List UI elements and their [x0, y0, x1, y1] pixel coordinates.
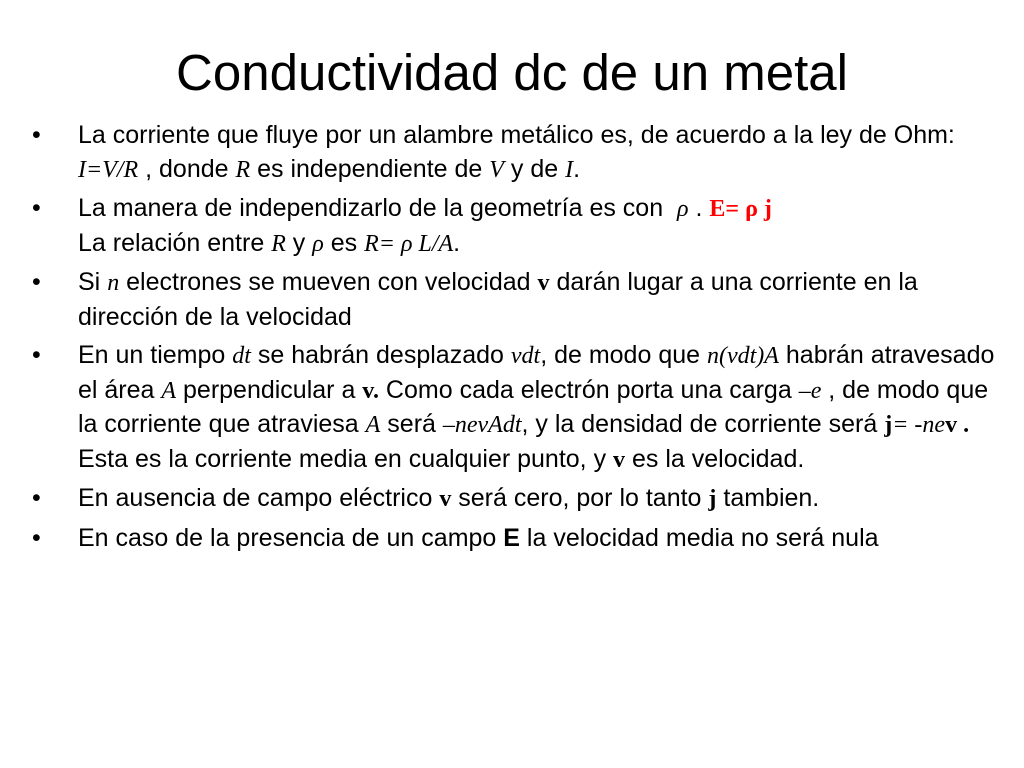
bullet-text: darán lugar a una corriente en la dirección de la velocidad: [78, 268, 918, 331]
bullet-text: , donde: [138, 154, 236, 183]
bullet-text: , de modo que la corriente que atraviesa: [78, 375, 989, 438]
bullet-text: En un tiempo: [78, 341, 233, 369]
symbol-r: R: [235, 156, 251, 183]
bullet-text: La corriente que fluye por un alambre metálico es, de acuerdo a la ley de Ohm:: [78, 121, 955, 149]
bullet-text: Si: [78, 268, 108, 296]
symbol-vdt: vdt: [510, 343, 541, 369]
bullet-text: habrán atravesado el área: [78, 341, 995, 404]
symbol-a: A: [365, 412, 381, 438]
symbol-v-vector: v: [537, 270, 550, 296]
bullet-marker: •: [32, 523, 41, 552]
bullet-marker: •: [32, 121, 41, 149]
slide-title: Conductividad dc de un metal: [176, 44, 848, 101]
bullet-electrons: [28, 266, 1003, 334]
bullet-text: se habrán desplazado: [250, 341, 511, 369]
symbol-i: I: [565, 156, 574, 183]
formula-field-current: E= ρ j: [709, 196, 772, 222]
bullet-text: Esta es la corriente media en cualquier punto, y: [78, 444, 614, 473]
formula-nvdta: n(vdt)A: [706, 343, 779, 369]
symbol-rho: ρ: [312, 230, 324, 257]
symbol-rho: ρ: [677, 196, 689, 222]
symbol-charge: –e: [798, 377, 822, 404]
symbol-v-vector: v .: [945, 412, 970, 438]
bullet-text: perpendicular a: [176, 375, 363, 404]
symbol-dt: dt: [232, 343, 251, 369]
bullet-marker: •: [32, 268, 41, 296]
bullet-text: La relación entre: [78, 228, 272, 257]
bullet-text: La manera de independizarlo de la geometría es con: [78, 194, 671, 222]
bullet-text: y de: [503, 154, 566, 183]
bullet-marker: •: [32, 194, 41, 222]
bullet-text: En caso de la presencia de un campo: [78, 523, 504, 552]
bullet-text: .: [573, 154, 581, 183]
bullet-text: En ausencia de campo eléctrico: [78, 484, 440, 512]
bullet-text: electrones se mueven con velocidad: [119, 268, 538, 296]
bullet-no-field: [28, 482, 1003, 517]
bullet-marker: •: [32, 484, 41, 512]
symbol-a: A: [161, 377, 177, 404]
bullet-text: , de modo que: [540, 341, 707, 369]
formula-current: –nevAdt: [442, 412, 522, 438]
symbol-v-vector: v: [439, 486, 452, 512]
bullet-text: será: [380, 410, 443, 438]
bullet-with-field: [28, 522, 1003, 556]
bullet-list: [28, 119, 1003, 560]
formula-ohms-law: I=V/R: [78, 156, 139, 183]
bullet-text: tambien.: [716, 484, 820, 512]
bullet-text: , y la densidad de corriente será: [521, 410, 885, 438]
bullet-text: será cero, por lo tanto: [451, 484, 709, 512]
formula-resistance: R= ρ L/A: [364, 230, 454, 257]
bullet-current-density: [28, 339, 1003, 477]
symbol-v: V: [489, 156, 504, 183]
bullet-text: .: [688, 194, 710, 222]
bullet-marker: •: [32, 341, 41, 369]
symbol-v-vector: v: [613, 446, 626, 473]
bullet-resistivity: [28, 192, 1003, 261]
symbol-n: n: [107, 270, 120, 296]
symbol-v-vector: v.: [362, 377, 379, 404]
symbol-j-vector: j: [708, 486, 717, 512]
bullet-text: y: [285, 228, 313, 257]
bullet-text: es independiente de: [250, 154, 490, 183]
bullet-text: la velocidad media no será nula: [519, 523, 879, 552]
symbol-j-vector: j: [884, 412, 893, 438]
bullet-text: es: [323, 228, 365, 257]
bullet-text: Como cada electrón porta una carga: [378, 375, 799, 404]
symbol-e-field: E: [503, 523, 520, 552]
bullet-text: es la velocidad.: [625, 444, 805, 473]
symbol-r: R: [271, 230, 286, 257]
bullet-ohms-law: [28, 119, 1003, 187]
formula-density: = -ne: [892, 412, 946, 438]
bullet-text: .: [453, 228, 461, 257]
